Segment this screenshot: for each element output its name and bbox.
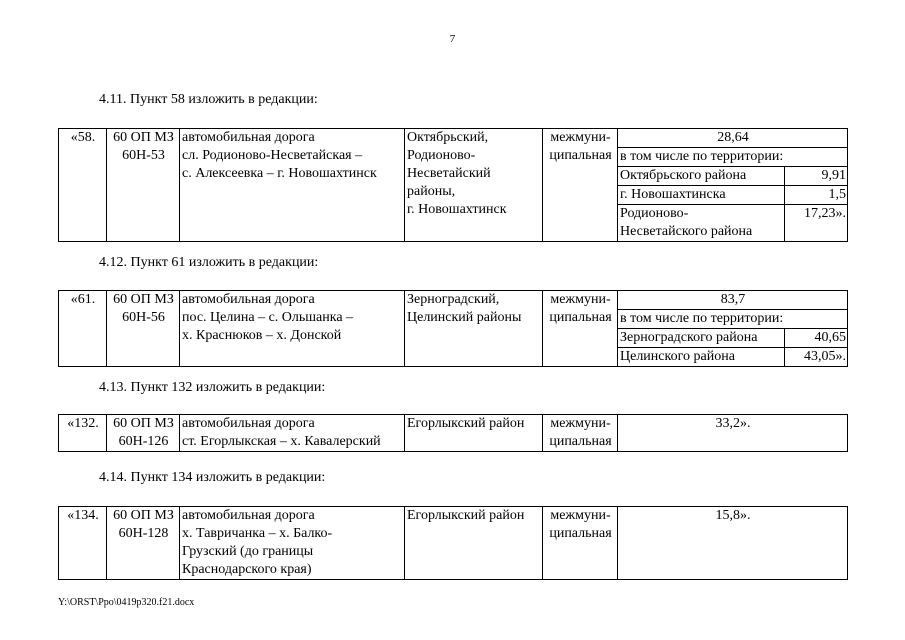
section-heading: 4.11. Пункт 58 изложить в редакции: [99,92,318,107]
district: Зерноградский, Целинский районы [405,291,543,367]
breakdown-value: 17,23». [785,205,848,242]
breakdown-name: Родионово- Несветайского района [618,205,785,242]
road-code: 60 ОП МЗ 60Н-128 [107,507,180,580]
road-name: автомобильная дорога х. Тавричанка – х. Балко- Грузский (до границы Краснодарского края) [180,507,405,580]
page-number: 7 [449,33,456,45]
road-name: автомобильная дорога ст. Егорлыкская – х. Кавалерский [180,415,405,452]
breakdown-name: Целинского района [618,348,785,367]
territory-label: в том числе по территории: [618,148,848,167]
item-table-61 [58,290,848,367]
section-heading: 4.14. Пункт 134 изложить в редакции: [99,470,326,485]
breakdown-name: Октябрьского района [618,167,785,186]
item-number: «58. [59,129,107,242]
district: Октябрьский, Родионово- Несветайский районы, г. Новошахтинск [405,129,543,242]
road-code: 60 ОП МЗ 60Н-56 [107,291,180,367]
item-number: «61. [59,291,107,367]
breakdown-value: 1,5 [785,186,848,205]
district: Егорлыкский район [405,507,543,580]
section-heading: 4.12. Пункт 61 изложить в редакции: [99,255,319,270]
breakdown-name: г. Новошахтинска [618,186,785,205]
district: Егорлыкский район [405,415,543,452]
road-name: автомобильная дорога пос. Целина – с. Ольшанка – х. Краснюков – х. Донской [180,291,405,367]
breakdown-value: 43,05». [785,348,848,367]
item-number: «132. [59,415,107,452]
breakdown-name: Зерноградского района [618,329,785,348]
road-name: автомобильная дорога сл. Родионово-Несветайская – с. Алексеевка – г. Новошахтинск [180,129,405,242]
item-table-132 [58,414,848,452]
road-code: 60 ОП МЗ 60Н-53 [107,129,180,242]
territory-label: в том числе по территории: [618,310,848,329]
road-length: 83,7 [618,291,848,310]
item-number: «134. [59,507,107,580]
breakdown-value: 9,91 [785,167,848,186]
road-code: 60 ОП МЗ 60Н-126 [107,415,180,452]
item-table-134 [58,506,848,580]
road-type: межмуни- ципальная [543,415,618,452]
road-type: межмуни- ципальная [543,507,618,580]
section-heading: 4.13. Пункт 132 изложить в редакции: [99,380,326,395]
road-length: 33,2». [618,415,848,452]
road-type: межмуни- ципальная [543,129,618,242]
road-length: 28,64 [618,129,848,148]
footer-file-path: Y:\ORST\Ppo\0419p320.f21.docx [58,597,195,608]
breakdown-value: 40,65 [785,329,848,348]
item-table-58 [58,128,848,242]
road-type: межмуни- ципальная [543,291,618,367]
road-length: 15,8». [618,507,848,580]
